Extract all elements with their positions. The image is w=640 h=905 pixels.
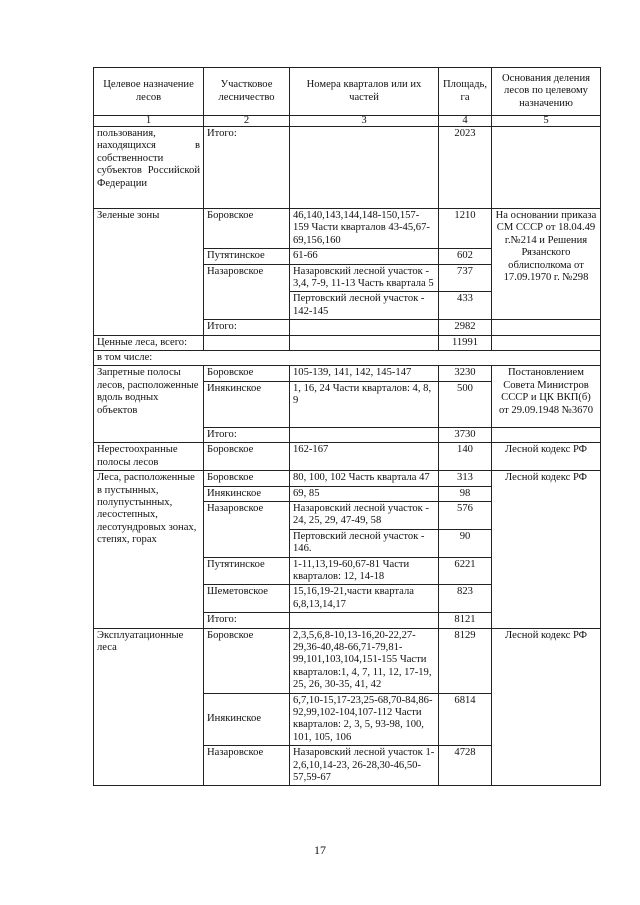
area-cell: 98 bbox=[439, 486, 492, 501]
header-row bbox=[94, 68, 601, 116]
total-label: Итого: bbox=[204, 427, 290, 442]
quarters-cell: 46,140,143,144,148-150,157-159 Части кварталов 43-45,67-69,156,160 bbox=[290, 209, 439, 249]
quarters-cell: 105-139, 141, 142, 145-147 bbox=[290, 366, 439, 381]
total-label: Итого: bbox=[204, 320, 290, 335]
basis-cell bbox=[492, 320, 601, 335]
forestry-cell: Назаровское bbox=[204, 264, 290, 320]
area-cell: 2023 bbox=[439, 127, 492, 209]
quarters-cell: Назаровский лесной участок - 24, 25, 29, 47-49, 58 bbox=[290, 501, 439, 529]
area-cell: 500 bbox=[439, 381, 492, 427]
table-row bbox=[94, 351, 601, 366]
table-row bbox=[94, 209, 601, 249]
basis-cell bbox=[492, 127, 601, 209]
valuable-label: Ценные леса, всего: bbox=[94, 335, 204, 350]
column-number: 5 bbox=[492, 116, 601, 127]
table-row bbox=[94, 471, 601, 486]
quarters-cell: 1-11,13,19-60,67-81 Части кварталов: 12, 14-18 bbox=[290, 557, 439, 585]
area-cell: 8129 bbox=[439, 628, 492, 693]
area-cell: 602 bbox=[439, 249, 492, 264]
column-number: 3 bbox=[290, 116, 439, 127]
column-number-row bbox=[94, 116, 601, 127]
forestry-cell: Боровское bbox=[204, 443, 290, 471]
purpose-cell: пользования, находящихся в собственности субъектов Российской Федерации bbox=[94, 127, 204, 209]
forestry-cell: Боровское bbox=[204, 628, 290, 693]
quarters-cell: 1, 16, 24 Части кварталов: 4, 8, 9 bbox=[290, 381, 439, 427]
quarters-cell: Пертовский лесной участок - 146. bbox=[290, 529, 439, 557]
area-cell: 313 bbox=[439, 471, 492, 486]
total-value: 2982 bbox=[439, 320, 492, 335]
purpose-cell: Зеленые зоны bbox=[94, 209, 204, 336]
quarters-cell: 6,7,10-15,17-23,25-68,70-84,86-92,99,102-104,107-112 Части кварталов: 2, 3, 5, 93-98, 100, 101, 105, 106 bbox=[290, 693, 439, 746]
area-cell: 4728 bbox=[439, 746, 492, 786]
basis-cell: Лесной кодекс РФ bbox=[492, 443, 601, 471]
table-row bbox=[94, 366, 601, 381]
quarters-cell: 2,3,5,6,8-10,13-16,20-22,27-29,36-40,48-66,71-79,81-99,101,103,104,151-155 Части кварталов:1, 4, 7, 11, 12, 17-19, 25, 26, 30-35, 41, 42 bbox=[290, 628, 439, 693]
basis-cell: На основании приказа СМ СССР от 18.04.49 г.№214 и Решения Рязанского облисполкома от 17.09.1970 г. №298 bbox=[492, 209, 601, 320]
basis-cell bbox=[492, 427, 601, 442]
area-cell: 823 bbox=[439, 585, 492, 613]
forest-purpose-table bbox=[93, 67, 601, 786]
quarters-cell: Назаровский лесной участок - 3,4, 7-9, 11-13 Часть квартала 5 bbox=[290, 264, 439, 292]
quarters-cell bbox=[290, 613, 439, 628]
header-forestry: Участковое лесничество bbox=[204, 68, 290, 116]
table-row bbox=[94, 335, 601, 350]
quarters-cell bbox=[290, 320, 439, 335]
header-area: Площадь, га bbox=[439, 68, 492, 116]
area-cell: 1210 bbox=[439, 209, 492, 249]
basis-cell: Постановлением Совета Министров СССР и ЦК ВКП(б) от 29.09.1948 №3670 bbox=[492, 366, 601, 427]
quarters-cell bbox=[290, 427, 439, 442]
area-cell: 3230 bbox=[439, 366, 492, 381]
purpose-cell: Леса, расположенные в пустынных, полупустынных, лесостепных, лесотундровых зонах, степях, горах bbox=[94, 471, 204, 628]
area-cell: 140 bbox=[439, 443, 492, 471]
total-value: 8121 bbox=[439, 613, 492, 628]
quarters-cell: 80, 100, 102 Часть квартала 47 bbox=[290, 471, 439, 486]
forestry-cell: Путятинское bbox=[204, 249, 290, 264]
forestry-cell: Шеметовское bbox=[204, 585, 290, 613]
purpose-cell: Нерестоохранные полосы лесов bbox=[94, 443, 204, 471]
quarters-cell bbox=[290, 127, 439, 209]
forestry-cell: Путятинское bbox=[204, 557, 290, 585]
header-quarters: Номера кварталов или их частей bbox=[290, 68, 439, 116]
column-number: 4 bbox=[439, 116, 492, 127]
quarters-cell: 162-167 bbox=[290, 443, 439, 471]
purpose-cell: Запретные полосы лесов, расположенные вдоль водных объектов bbox=[94, 366, 204, 443]
including-label: в том числе: bbox=[94, 351, 601, 366]
quarters-cell: 69, 85 bbox=[290, 486, 439, 501]
total-label: Итого: bbox=[204, 613, 290, 628]
page-number: 17 bbox=[314, 843, 326, 857]
area-cell: 576 bbox=[439, 501, 492, 529]
forestry-cell: Инякинское bbox=[204, 693, 290, 746]
table-row bbox=[94, 443, 601, 471]
forestry-cell: Инякинское bbox=[204, 486, 290, 501]
total-value: 3730 bbox=[439, 427, 492, 442]
quarters-cell: Назаровский лесной участок 1-2,6,10,14-23, 26-28,30-46,50-57,59-67 bbox=[290, 746, 439, 786]
forestry-cell: Инякинское bbox=[204, 381, 290, 427]
quarters-cell: 61-66 bbox=[290, 249, 439, 264]
basis-cell bbox=[492, 335, 601, 350]
purpose-cell: Эксплуатационные леса bbox=[94, 628, 204, 786]
area-cell: 6814 bbox=[439, 693, 492, 746]
basis-cell: Лесной кодекс РФ bbox=[492, 471, 601, 628]
table-row bbox=[94, 628, 601, 693]
forestry-cell bbox=[204, 335, 290, 350]
forestry-cell: Назаровское bbox=[204, 501, 290, 557]
area-cell: 90 bbox=[439, 529, 492, 557]
quarters-cell: 15,16,19-21,части квартала 6,8,13,14,17 bbox=[290, 585, 439, 613]
quarters-cell bbox=[290, 335, 439, 350]
valuable-total: 11991 bbox=[439, 335, 492, 350]
forestry-cell: Боровское bbox=[204, 471, 290, 486]
quarters-cell: Пертовский лесной участок - 142-145 bbox=[290, 292, 439, 320]
header-basis: Основания деления лесов по целевому назначению bbox=[492, 68, 601, 116]
forestry-cell: Боровское bbox=[204, 209, 290, 249]
forestry-cell: Итого: bbox=[204, 127, 290, 209]
forestry-cell: Боровское bbox=[204, 366, 290, 381]
table-row bbox=[94, 127, 601, 209]
area-cell: 6221 bbox=[439, 557, 492, 585]
area-cell: 433 bbox=[439, 292, 492, 320]
column-number: 2 bbox=[204, 116, 290, 127]
column-number: 1 bbox=[94, 116, 204, 127]
header-purpose: Целевое назначение лесов bbox=[94, 68, 204, 116]
forestry-cell: Назаровское bbox=[204, 746, 290, 786]
area-cell: 737 bbox=[439, 264, 492, 292]
basis-cell: Лесной кодекс РФ bbox=[492, 628, 601, 786]
